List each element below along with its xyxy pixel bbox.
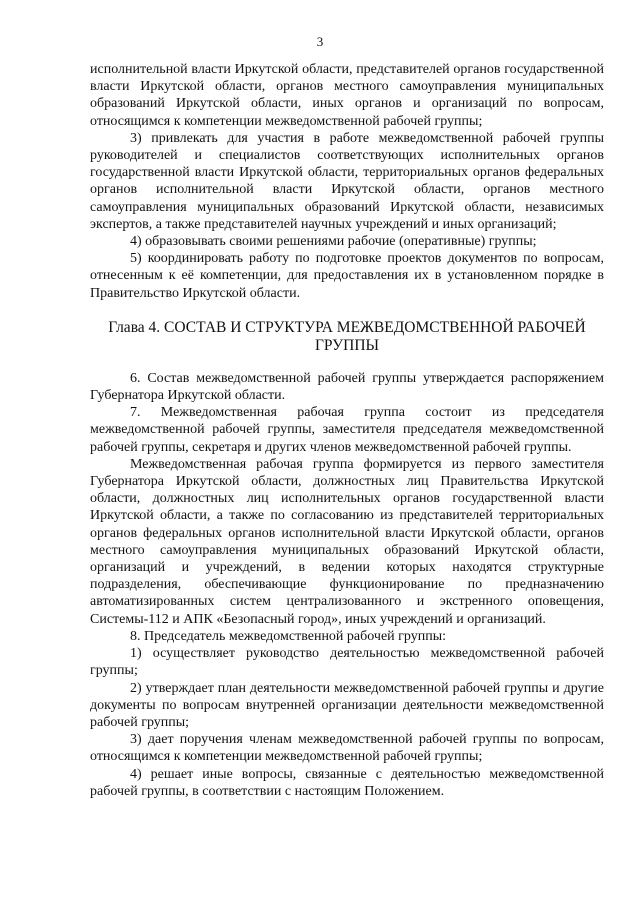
paragraph-6: 6. Состав межведомственной рабочей группы утверждается распоряжением Губернатора Иркутской области.: [90, 370, 604, 404]
paragraph-7: 7. Межведомственная рабочая группа состоит из председателя межведомственной рабочей группы, заместителя председателя межведомственной рабочей группы, секретаря и других членов межведомственной рабочей группы.: [90, 405, 604, 455]
document-body: [90, 61, 604, 800]
chapter-heading: Глава 4. СОСТАВ И СТРУКТУРА МЕЖВЕДОМСТВЕННОЙ РАБОЧЕЙ ГРУППЫ: [108, 318, 586, 354]
paragraph-8-item-4: 4) решает иные вопросы, связанные с деятельностью межведомственной рабочей группы, в соответствии с настоящим Положением.: [90, 766, 604, 799]
paragraph-8-item-1: 1) осуществляет руководство деятельностью межведомственной рабочей группы;: [90, 646, 604, 679]
paragraph-formation: Межведомственная рабочая группа формируется из первого заместителя Губернатора Иркутской области, должностных лиц Правительства Иркутской области, должностных лиц исполнительных органов государственной власти Иркутской области, а также по согласованию из представителей территориальных органов федеральных органов исполнительной власти Иркутской области, органов местного самоуправления муниципальных образований Иркутской области, организаций и учреждений, в ведении которых находятся структурные подразделения, обеспечивающие функционирование по предназначению автоматизированных систем централизованного и экстренного оповещения, Системы-112 и АПК «Безопасный город», иных учреждений и организаций.: [90, 456, 604, 627]
paragraph-item-3: 3) привлекать для участия в работе межведомственной рабочей группы руководителей и специалистов соответствующих исполнительных органов государственной власти Иркутской области, территориальных органов федеральных органов исполнительной власти Иркутской области, органов местного самоуправления муниципальных образований Иркутской области, независимых экспертов, а также представителей научных учреждений и иных организаций;: [90, 130, 604, 232]
paragraph-item-4: 4) образовывать своими решениями рабочие (оперативные) группы;: [130, 234, 537, 250]
paragraph-8: 8. Председатель межведомственной рабочей группы:: [130, 628, 446, 644]
paragraph-8-item-3: 3) дает поручения членам межведомственной рабочей группы по вопросам, относящимся к компетенции межведомственной рабочей группы;: [90, 732, 604, 765]
paragraph-continuation: исполнительной власти Иркутской области, представителей органов государственной власти Иркутской области, органов местного самоуправления муниципальных образований Иркутской области, иных органов и организаций по вопросам, относящимся к компетенции межведомственной рабочей группы;: [90, 62, 604, 129]
page-number: 3: [316, 34, 324, 49]
paragraph-item-5: 5) координировать работу по подготовке проектов документов по вопросам, отнесенным к её компетенции, для предоставления их в установленном порядке в Правительство Иркутской области.: [90, 251, 604, 301]
paragraph-8-item-2: 2) утверждает план деятельности межведомственной рабочей группы и другие документы по вопросам внутренней организации деятельности межведомственной рабочей группы;: [90, 680, 604, 730]
